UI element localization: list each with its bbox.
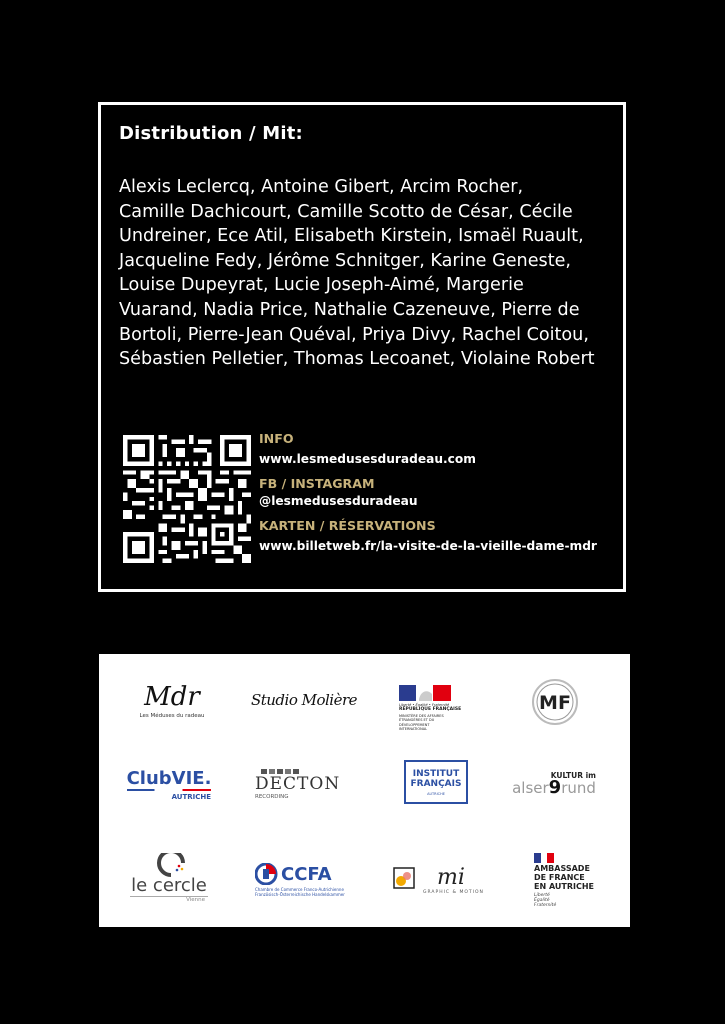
alsergrund-nine: 9 — [548, 777, 562, 798]
ambassade-m1: Liberté — [534, 892, 550, 898]
tickets-link[interactable]: www.billetweb.fr/la-visite-de-la-vieille-dame-mdr — [259, 539, 597, 553]
social-handle-link[interactable]: @lesmedusesduradeau — [259, 494, 418, 508]
france-flag-icon — [534, 853, 554, 863]
decton-mark: DECTON — [255, 773, 341, 794]
clubvie-logo — [119, 764, 219, 804]
mdr-mark: Mdr — [144, 681, 200, 712]
ccfa-emblem-icon — [255, 863, 279, 885]
republique-motto: Liberté • Égalité • Fraternité — [399, 702, 450, 707]
institut-line2: FRANÇAIS — [410, 778, 462, 789]
republique-ministry: MINISTÈRE DES AFFAIRES ÉTRANGÈRES ET DU DÉVELOPPEMENT INTERNATIONAL — [399, 713, 444, 731]
ambassade-m2: Égalité — [534, 897, 550, 903]
mf-circle-icon — [531, 678, 579, 726]
ambassade-l3: EN AUTRICHE — [534, 881, 595, 891]
info-label: INFO — [259, 431, 294, 446]
qr-code[interactable] — [123, 435, 251, 563]
social-label: FB / INSTAGRAM — [259, 476, 375, 491]
alsergrund-alser: alser — [512, 779, 549, 797]
ccfa-sub2: Französisch-Österreichische Handelskammer — [255, 892, 345, 897]
le-cercle-arc-icon — [149, 853, 189, 877]
mi-mark: mi — [437, 865, 465, 890]
alsergrund-grund: rund — [561, 779, 596, 797]
mdr-caption: Les Méduses du radeau — [139, 712, 205, 719]
mdr-logo — [117, 676, 227, 726]
ambassade-m3: Fraternité — [534, 902, 557, 908]
tickets-label: KARTEN / RÉSERVATIONS — [259, 518, 436, 533]
institut-line3: AUTRICHE — [427, 791, 445, 796]
le-cercle-mark: le cercle — [131, 875, 207, 896]
studio-moliere-logo — [249, 682, 359, 718]
distribution-title: Distribution / Mit: — [119, 123, 303, 144]
ambassade-france-logo — [534, 850, 614, 910]
studio-moliere-mark: Studio Molière — [250, 691, 358, 709]
institut-francais-logo — [404, 760, 468, 804]
distribution-panel — [98, 102, 626, 592]
republique-francaise-logo — [399, 680, 469, 736]
clubvie-sub: AUTRICHE — [171, 792, 211, 801]
decton-logo — [249, 762, 359, 806]
mi-square-icon — [393, 867, 415, 889]
alsergrund-kultur: KULTUR im — [550, 771, 596, 780]
ambassade-l2: DE FRANCE — [534, 872, 585, 882]
marianne-flag-icon — [399, 685, 451, 701]
mi-sub: GRAPHIC & MOTION — [423, 890, 484, 895]
mf-logo — [527, 678, 583, 726]
kultur-alsergrund-logo — [504, 766, 604, 802]
mf-mark: MF — [539, 692, 571, 714]
ccfa-sub1: Chambre de Commerce Franco-Autrichienne — [255, 887, 344, 892]
institut-line1: INSTITUT — [412, 768, 460, 779]
republique-name: RÉPUBLIQUE FRANÇAISE — [399, 706, 462, 712]
ambassade-l1: AMBASSADE — [534, 863, 590, 873]
clubvie-club: Club — [126, 767, 172, 789]
clubvie-vie: VIE. — [171, 767, 212, 789]
mi-graphic-motion-logo — [393, 858, 493, 902]
cast-list: Alexis Leclercq, Antoine Gibert, Arcim Rocher, Camille Dachicourt, Camille Scotto de César, Cécile Undreiner, Ece Atil, Elisabeth Kirstein, Ismaël Ruault, Jacqueline Fedy, Jérôme Schnitger, Karine Geneste, Louise Dupeyrat, Lucie Joseph-Aimé, Margerie Vuarand, Nadia Price, Nathalie Cazeneuve, Pierre de Bortoli, Pierre-Jean Quéval, Priya Divy, Rachel Coitou, Sébastien Pelletier, Thomas Lecoanet, Violaine Robert — [119, 177, 595, 370]
website-link[interactable]: www.lesmedusesduradeau.com — [259, 452, 476, 466]
info-block — [259, 431, 619, 563]
le-cercle-sub: Vienne — [186, 897, 205, 903]
le-cercle-logo — [119, 850, 219, 906]
decton-sub: RECORDING — [255, 793, 289, 800]
ccfa-logo — [249, 858, 359, 902]
ccfa-mark: CCFA — [281, 863, 332, 885]
partner-logos-panel — [99, 654, 630, 927]
